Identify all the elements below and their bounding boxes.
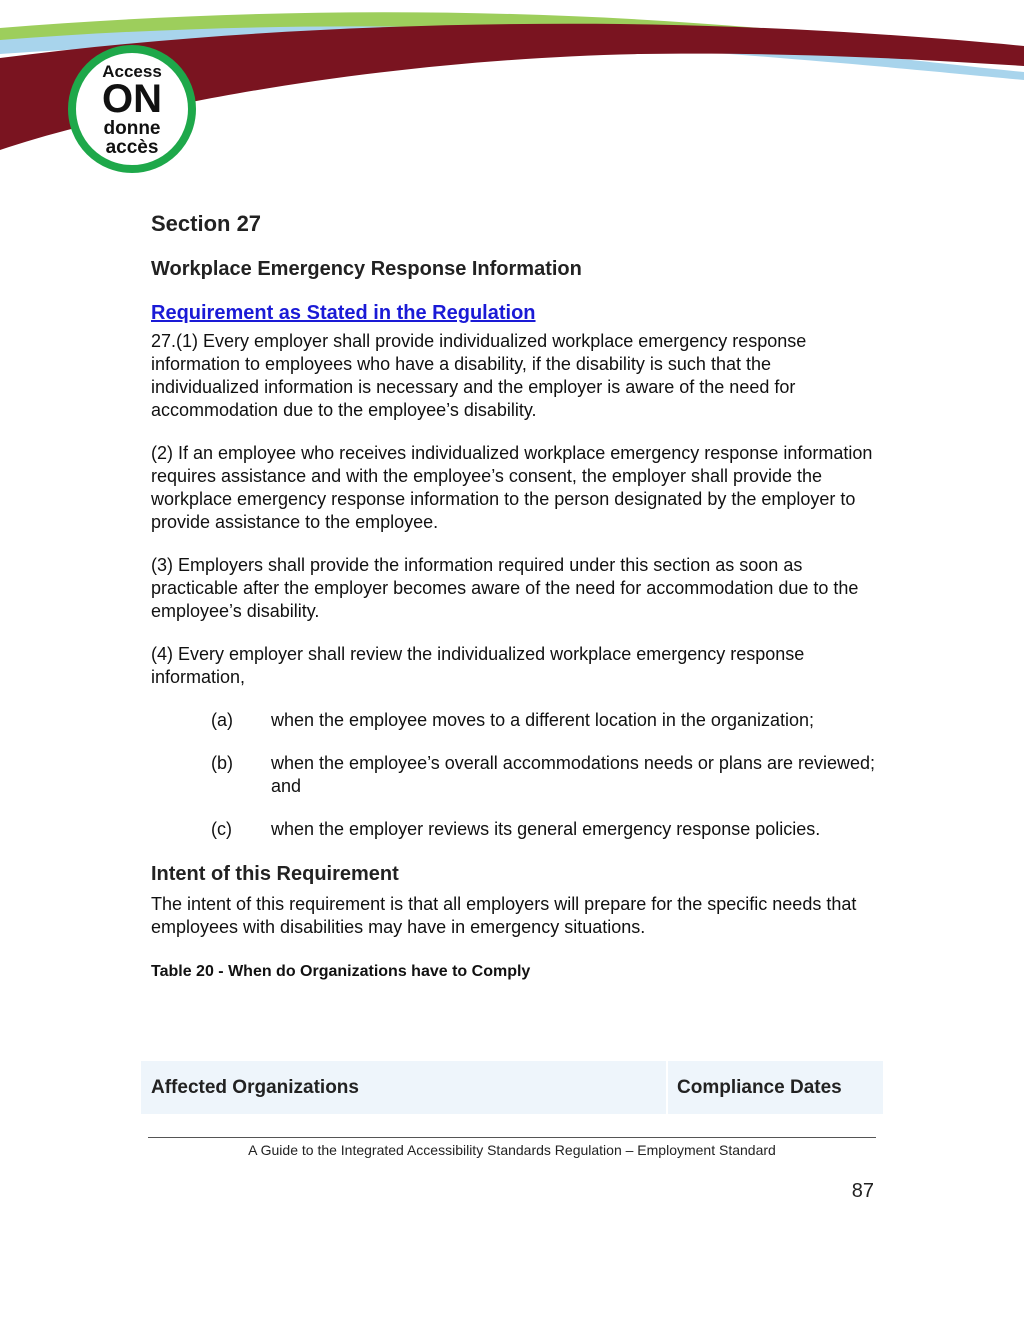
- page-number: 87: [851, 1180, 874, 1202]
- footer-text: A Guide to the Integrated Accessibility Standards Regulation – Employment Standard: [248, 1142, 776, 1158]
- paragraph-3: (3) Employers shall provide the information required under this section as soon as practicable after the employer becomes aware of the need for accommodation due to the employee’s disability.: [151, 555, 859, 621]
- table-caption: Table 20 - When do Organizations have to Comply: [151, 963, 531, 980]
- paragraph-2: (2) If an employee who receives individualized workplace emergency response information requires assistance and with the employee’s consent, the employer shall provide the workplace emergency response information to the person designated by the employer to provide assistance to the employee.: [151, 443, 873, 532]
- list-marker: (b): [211, 753, 233, 773]
- document-body: [151, 208, 879, 983]
- table-header-affected-organizations: Affected Organizations: [141, 1061, 668, 1114]
- intent-paragraph: The intent of this requirement is that all employers will prepare for the specific needs that employees with disabilities may have in emergency situations.: [151, 894, 857, 937]
- access-on-logo: [68, 45, 196, 173]
- list-marker: (a): [211, 710, 233, 730]
- list-item: [151, 752, 879, 798]
- list-text: when the employee moves to a different location in the organization;: [271, 710, 815, 730]
- list-item: [151, 709, 879, 732]
- list-text: when the employer reviews its general emergency response policies.: [271, 819, 821, 839]
- logo-line2: ON: [102, 77, 162, 121]
- requirement-link[interactable]: Requirement as Stated in the Regulation: [151, 302, 536, 324]
- list-text: when the employee’s overall accommodations needs or plans are reviewed; and: [271, 753, 876, 796]
- compliance-table: [141, 1061, 883, 1114]
- footer-divider: [148, 1137, 876, 1138]
- section-title: Workplace Emergency Response Information: [151, 258, 582, 280]
- paragraph-4: (4) Every employer shall review the individualized workplace emergency response information,: [151, 644, 805, 687]
- logo-line3: donne: [103, 118, 161, 139]
- table-header-compliance-dates: Compliance Dates: [677, 1077, 842, 1098]
- intent-heading: Intent of this Requirement: [151, 863, 399, 885]
- list-marker: (c): [211, 819, 232, 839]
- list-item: [151, 818, 879, 841]
- paragraph-1: 27.(1) Every employer shall provide individualized workplace emergency response information to employees who have a disability, if the disability is such that the individualized information is necessary and the employer is aware of the need for accommodation due to the employee’s disability.: [151, 331, 807, 420]
- logo-line4: accès: [105, 137, 159, 158]
- section-label: Section 27: [151, 211, 262, 236]
- logo-line1: Access: [102, 62, 162, 81]
